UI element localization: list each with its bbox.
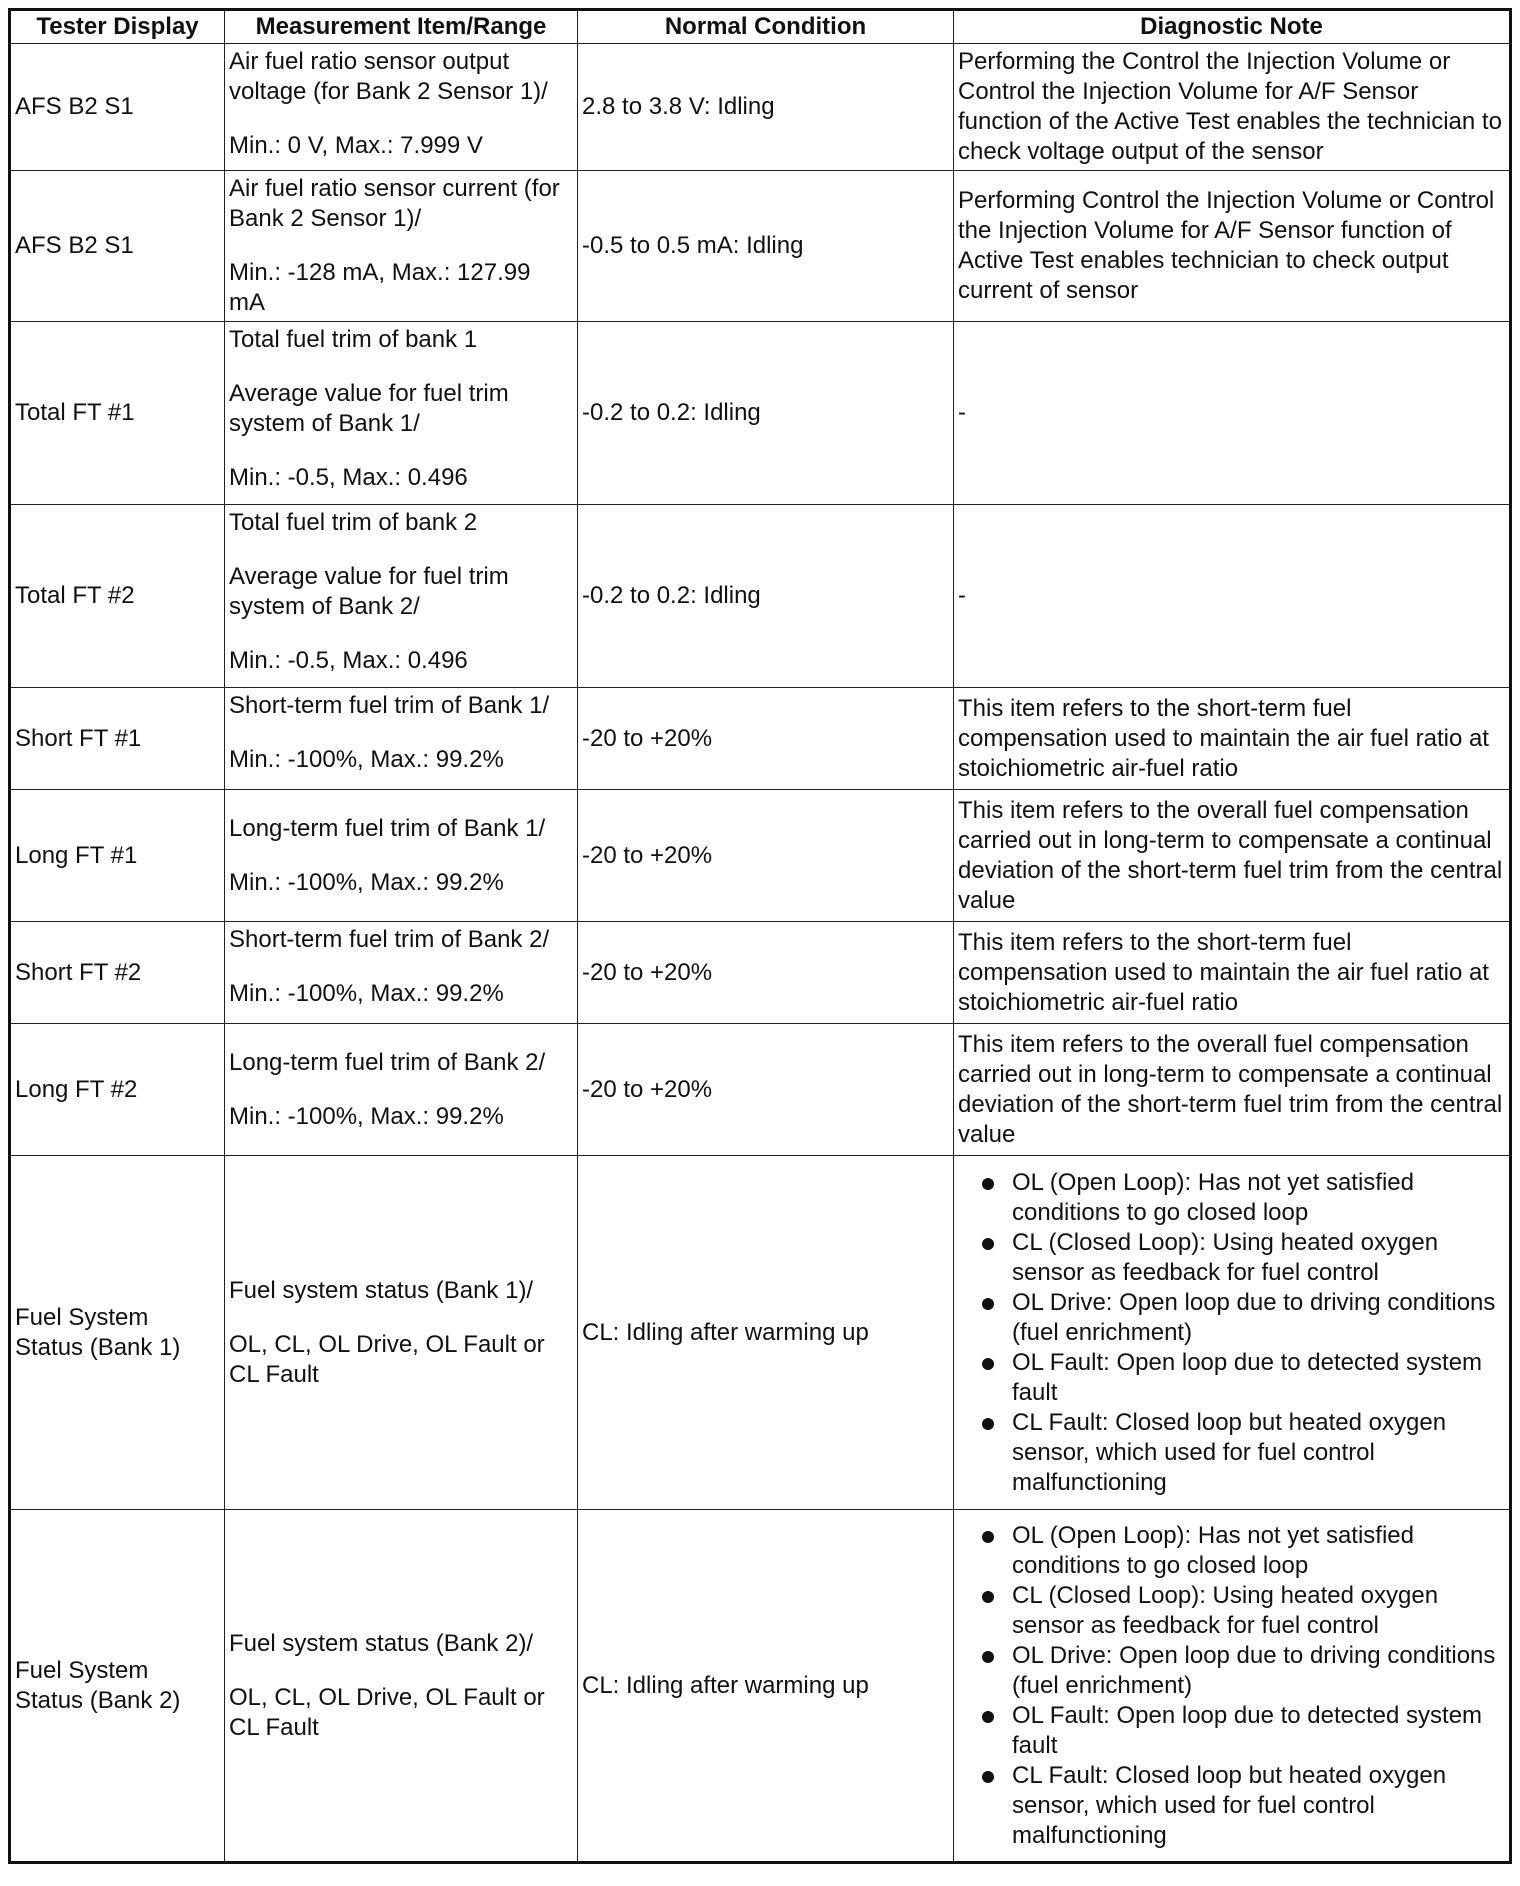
normal-condition-cell: -20 to +20%	[578, 1024, 954, 1156]
normal-condition-cell: -0.2 to 0.2: Idling	[578, 505, 954, 688]
table-row	[10, 505, 1511, 688]
table-row	[10, 171, 1511, 322]
item-text: Short-term fuel trim of Bank 1/	[229, 692, 550, 719]
tester-display-cell: AFS B2 S1	[10, 44, 225, 171]
tester-display-cell: Fuel System Status (Bank 2)	[10, 1510, 225, 1863]
status-bullet-list	[958, 1168, 1505, 1498]
tester-display-cell: AFS B2 S1	[10, 171, 225, 322]
diagnostic-note-cell: Performing the Control the Injection Volume or Control the Injection Volume for A/F Sensor function of the Active Test enables the technician to check voltage output of the sensor	[954, 44, 1511, 171]
item-text: Min.: -100%, Max.: 99.2%	[229, 1102, 504, 1130]
header-diagnostic-note: Diagnostic Note	[954, 10, 1511, 44]
measurement-item-cell	[225, 922, 578, 1024]
item-text: Total fuel trim of bank 1	[229, 326, 478, 353]
diagnostic-note-cell: This item refers to the short-term fuel compensation used to maintain the air fuel ratio at stoichiometric air-fuel ratio	[954, 688, 1511, 790]
list-item: CL (Closed Loop): Using heated oxygen sensor as feedback for fuel control	[972, 1228, 1505, 1288]
measurement-item-cell	[225, 505, 578, 688]
normal-condition-cell: -20 to +20%	[578, 688, 954, 790]
diagnostic-note-cell: This item refers to the short-term fuel compensation used to maintain the air fuel ratio at stoichiometric air-fuel ratio	[954, 922, 1511, 1024]
list-item: OL (Open Loop): Has not yet satisfied conditions to go closed loop	[972, 1168, 1505, 1228]
normal-condition-cell: -0.2 to 0.2: Idling	[578, 322, 954, 505]
measurement-item-cell	[225, 1510, 578, 1863]
table-row	[10, 688, 1511, 790]
list-item: CL Fault: Closed loop but heated oxygen sensor, which used for fuel control malfunctioning	[972, 1761, 1505, 1851]
measurement-item-cell	[225, 1024, 578, 1156]
table-row	[10, 1024, 1511, 1156]
diagnostic-note-cell: -	[954, 505, 1511, 688]
header-row	[10, 10, 1511, 44]
item-text: OL, CL, OL Drive, OL Fault or CL Fault	[229, 1683, 545, 1741]
normal-condition-cell: -20 to +20%	[578, 922, 954, 1024]
item-text: Min.: -0.5, Max.: 0.496	[229, 647, 468, 674]
table-row	[10, 1156, 1511, 1510]
tester-display-cell: Long FT #2	[10, 1024, 225, 1156]
tester-display-cell: Total FT #2	[10, 505, 225, 688]
table-row	[10, 1510, 1511, 1863]
list-item: OL Drive: Open loop due to driving conditions (fuel enrichment)	[972, 1641, 1505, 1701]
list-item: CL (Closed Loop): Using heated oxygen sensor as feedback for fuel control	[972, 1581, 1505, 1641]
measurement-item-cell	[225, 171, 578, 322]
list-item: OL Drive: Open loop due to driving conditions (fuel enrichment)	[972, 1288, 1505, 1348]
diagnostic-note-cell: This item refers to the overall fuel compensation carried out in long-term to compensate a continual deviation of the short-term fuel trim from the central value	[954, 1024, 1511, 1156]
item-text: Min.: -100%, Max.: 99.2%	[229, 980, 504, 1007]
normal-condition-cell: -0.5 to 0.5 mA: Idling	[578, 171, 954, 322]
item-text: Short-term fuel trim of Bank 2/	[229, 926, 550, 953]
measurement-item-cell	[225, 1156, 578, 1510]
table-row	[10, 322, 1511, 505]
tester-display-cell: Long FT #1	[10, 790, 225, 922]
item-text: Air fuel ratio sensor current (for Bank 2 Sensor 1)/	[229, 175, 560, 232]
item-text: Air fuel ratio sensor output voltage (for Bank 2 Sensor 1)/	[229, 48, 548, 105]
table-row	[10, 44, 1511, 171]
item-text: Min.: -0.5, Max.: 0.496	[229, 464, 468, 491]
table-row	[10, 790, 1511, 922]
status-bullet-list	[958, 1521, 1505, 1851]
header-measurement-item: Measurement Item/Range	[225, 10, 578, 44]
measurement-item-cell	[225, 322, 578, 505]
diagnostic-note-cell	[954, 1156, 1511, 1510]
list-item: OL Fault: Open loop due to detected system fault	[972, 1348, 1505, 1408]
tester-display-cell: Fuel System Status (Bank 1)	[10, 1156, 225, 1510]
measurement-item-cell	[225, 790, 578, 922]
normal-condition-cell: 2.8 to 3.8 V: Idling	[578, 44, 954, 171]
item-text: Average value for fuel trim system of Bank 2/	[229, 563, 509, 620]
item-text: Fuel system status (Bank 2)/	[229, 1629, 534, 1657]
diagnostic-note-cell	[954, 1510, 1511, 1863]
data-list-table-container	[8, 8, 1512, 1864]
data-list-table	[8, 8, 1512, 1864]
item-text: Long-term fuel trim of Bank 1/	[229, 814, 546, 842]
measurement-item-cell	[225, 688, 578, 790]
item-text: Fuel system status (Bank 1)/	[229, 1276, 534, 1304]
item-text: Average value for fuel trim system of Bank 1/	[229, 380, 509, 437]
header-tester-display: Tester Display	[10, 10, 225, 44]
tester-display-cell: Short FT #2	[10, 922, 225, 1024]
list-item: OL Fault: Open loop due to detected system fault	[972, 1701, 1505, 1761]
table-row	[10, 922, 1511, 1024]
normal-condition-cell: CL: Idling after warming up	[578, 1156, 954, 1510]
measurement-item-cell	[225, 44, 578, 171]
normal-condition-cell: -20 to +20%	[578, 790, 954, 922]
item-text: Long-term fuel trim of Bank 2/	[229, 1048, 546, 1076]
normal-condition-cell: CL: Idling after warming up	[578, 1510, 954, 1863]
item-text: Min.: 0 V, Max.: 7.999 V	[229, 132, 483, 159]
diagnostic-note-cell: -	[954, 322, 1511, 505]
item-text: Min.: -100%, Max.: 99.2%	[229, 746, 504, 773]
diagnostic-note-cell: This item refers to the overall fuel compensation carried out in long-term to compensate a continual deviation of the short-term fuel trim from the central value	[954, 790, 1511, 922]
diagnostic-note-cell: Performing Control the Injection Volume or Control the Injection Volume for A/F Sensor function of Active Test enables technician to check output current of sensor	[954, 171, 1511, 322]
list-item: OL (Open Loop): Has not yet satisfied conditions to go closed loop	[972, 1521, 1505, 1581]
tester-display-cell: Short FT #1	[10, 688, 225, 790]
item-text: Min.: -100%, Max.: 99.2%	[229, 868, 504, 896]
item-text: Min.: -128 mA, Max.: 127.99 mA	[229, 259, 531, 316]
item-text: Total fuel trim of bank 2	[229, 509, 478, 536]
list-item: CL Fault: Closed loop but heated oxygen sensor, which used for fuel control malfunctioning	[972, 1408, 1505, 1498]
header-normal-condition: Normal Condition	[578, 10, 954, 44]
tester-display-cell: Total FT #1	[10, 322, 225, 505]
item-text: OL, CL, OL Drive, OL Fault or CL Fault	[229, 1330, 545, 1388]
